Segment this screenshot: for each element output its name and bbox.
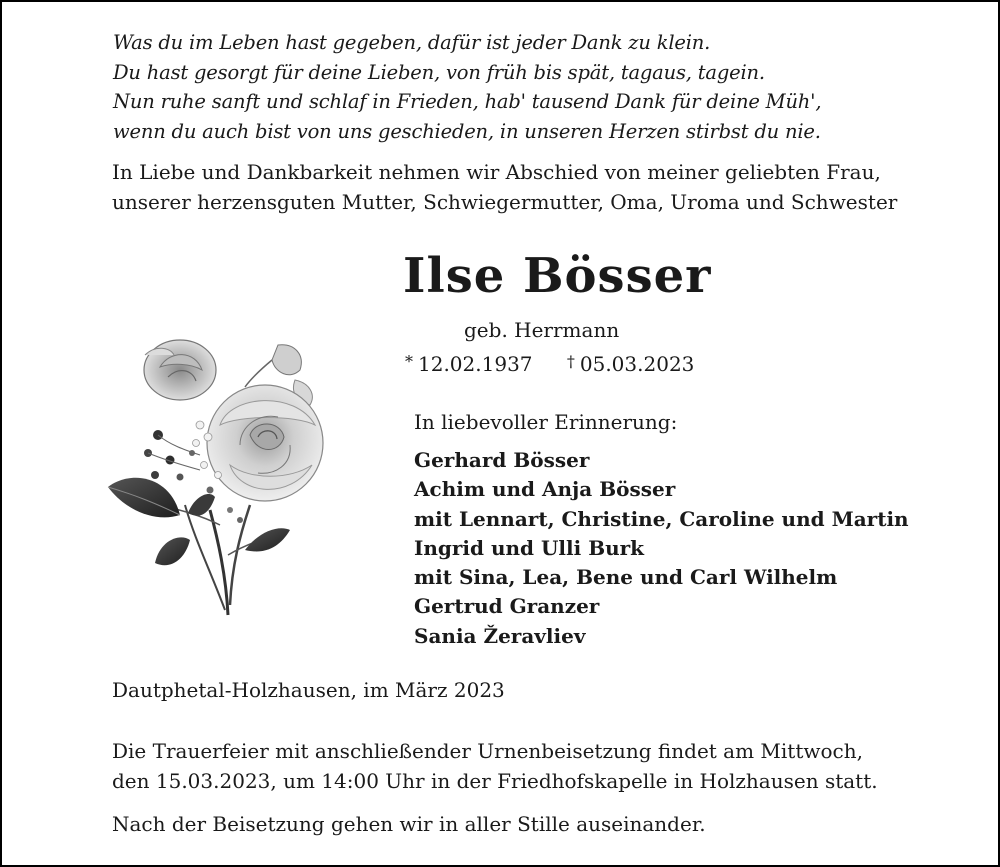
mourner-line: Achim und Anja Bösser	[414, 477, 676, 502]
birth-symbol: *	[405, 352, 413, 371]
memorial-poem	[113, 28, 821, 146]
poem-line: wenn du auch bist von uns geschieden, in unseren Herzen stirbst du nie.	[113, 119, 821, 143]
poem-line: Du hast gesorgt für deine Lieben, von früh bis spät, tagaus, tagein.	[113, 60, 765, 84]
deceased-name: Ilse Bösser	[403, 248, 712, 304]
funeral-line: den 15.03.2023, um 14:00 Uhr in der Friedhofskapelle in Holzhausen statt.	[112, 768, 878, 793]
death-date-group	[567, 352, 695, 376]
birth-date-group	[405, 352, 533, 376]
mourner-line: Gerhard Bösser	[414, 448, 590, 472]
life-dates	[405, 352, 694, 376]
mourner-line: mit Sina, Lea, Bene und Carl Wilhelm	[414, 565, 838, 590]
farewell-intro	[112, 158, 897, 217]
closing-note: Nach der Beisetzung gehen wir in aller Stille auseinander.	[112, 812, 706, 836]
mourners-list	[414, 446, 909, 651]
funeral-notice	[112, 737, 878, 796]
death-cross-symbol: †	[566, 352, 575, 371]
birth-name: geb. Herrmann	[464, 318, 620, 342]
death-date: 05.03.2023	[579, 352, 695, 376]
intro-line: unserer herzensguten Mutter, Schwiegermutter, Oma, Uroma und Schwester	[112, 189, 898, 214]
birth-date: 12.02.1937	[418, 352, 533, 376]
mourner-line: Gertrud Granzer	[414, 594, 600, 619]
funeral-line: Die Trauerfeier mit anschließender Urnenbeisetzung findet am Mittwoch,	[112, 739, 863, 763]
intro-line: In Liebe und Dankbarkeit nehmen wir Abschied von meiner geliebten Frau,	[112, 160, 881, 184]
mourner-line: Sania Žeravliev	[414, 623, 586, 648]
mourner-line: mit Lennart, Christine, Caroline und Martin	[414, 506, 909, 531]
mourner-line: Ingrid und Ulli Burk	[414, 535, 645, 560]
remembrance-heading: In liebevoller Erinnerung:	[414, 410, 678, 434]
place-and-date: Dautphetal-Holzhausen, im März 2023	[112, 678, 505, 702]
poem-line: Was du im Leben hast gegeben, dafür ist jeder Dank zu klein.	[113, 31, 711, 54]
poem-line: Nun ruhe sanft und schlaf in Frieden, hab' tausend Dank für deine Müh',	[113, 90, 822, 113]
rose-bouquet-illustration	[100, 325, 350, 625]
